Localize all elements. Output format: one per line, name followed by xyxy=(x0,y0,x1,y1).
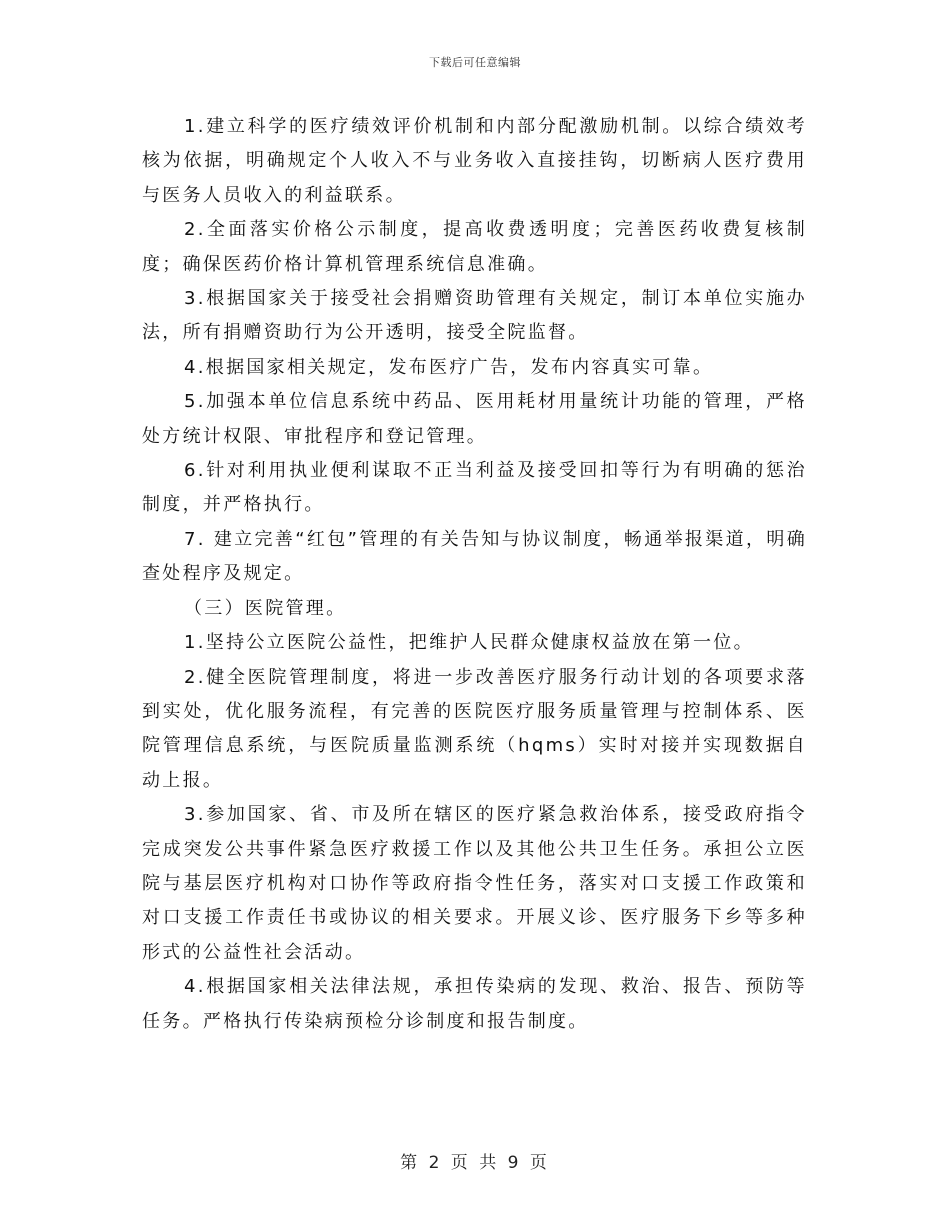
page-header: 下载后可任意编辑 xyxy=(429,56,521,69)
section-heading: （三）医院管理。 xyxy=(184,597,347,619)
paragraph-1: 1.建立科学的医疗绩效评价机制和内部分配激励机制。以综合绩效考核为依据，明确规定个人收入不与业务收入直接挂钩，切断病人医疗费用与医务人员收入的利益联系。 xyxy=(142,116,807,206)
page-number-footer: 第 2 页 共 9 页 xyxy=(400,1153,550,1173)
paragraph-8: 1.坚持公立医院公益性，把维护人民群众健康权益放在第一位。 xyxy=(184,632,754,654)
paragraph-6: 6.针对利用执业便利谋取不正当利益及接受回扣等行为有明确的惩治制度，并严格执行。 xyxy=(142,460,807,516)
paragraph-4: 4.根据国家相关规定，发布医疗广告，发布内容真实可靠。 xyxy=(184,356,714,378)
paragraph-2: 2.全面落实价格公示制度，提高收费透明度；完善医药收费复核制度；确保医药价格计算机管理系统信息准确。 xyxy=(142,219,807,275)
paragraph-11: 4.根据国家相关法律法规，承担传染病的发现、救治、报告、预防等任务。严格执行传染病预检分诊制度和报告制度。 xyxy=(142,976,807,1032)
paragraph-10: 3.参加国家、省、市及所在辖区的医疗紧急救治体系，接受政府指令完成突发公共事件紧急医疗救援工作以及其他公共卫生任务。承担公立医院与基层医疗机构对口协作等政府指令性任务，落实对口支援工作政策和对口支援工作责任书或协议的相关要求。开展义诊、医疗服务下乡等多种形式的公益性社会活动。 xyxy=(142,804,807,963)
paragraph-9: 2.健全医院管理制度，将进一步改善医疗服务行动计划的各项要求落到实处，优化服务流程，有完善的医院医疗服务质量管理与控制体系、医院管理信息系统，与医院质量监测系统（hqms）实时对接并实现数据自动上报。 xyxy=(142,666,807,791)
paragraph-7: 7. 建立完善“红包”管理的有关告知与协议制度，畅通举报渠道，明确查处程序及规定。 xyxy=(142,528,807,585)
paragraph-3: 3.根据国家关于接受社会捐赠资助管理有关规定，制订本单位实施办法，所有捐赠资助行为公开透明，接受全院监督。 xyxy=(142,288,807,344)
document-body xyxy=(142,110,807,1039)
paragraph-5: 5.加强本单位信息系统中药品、医用耗材用量统计功能的管理，严格处方统计权限、审批程序和登记管理。 xyxy=(142,391,807,447)
